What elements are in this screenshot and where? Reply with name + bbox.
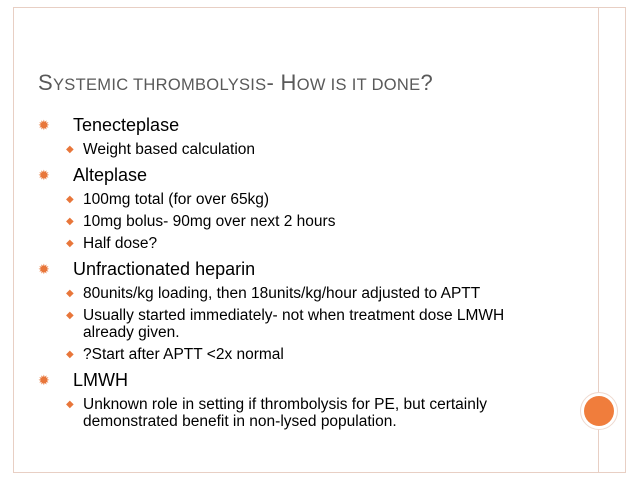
diamond-bullet-icon: ◆ — [66, 399, 74, 410]
bullet-unfractionated-heparin — [38, 258, 558, 280]
slide-content — [38, 114, 558, 430]
bullet-text: Tenecteplase — [73, 115, 180, 135]
diamond-bullet-icon: ◆ — [66, 349, 74, 360]
title-question-mark: ? — [420, 70, 433, 95]
sub-bullet-text: ?Start after APTT <2x normal — [83, 346, 284, 363]
sub-bullet — [38, 396, 558, 430]
sub-bullet — [38, 235, 558, 252]
sub-bullet-text: 80units/kg loading, then 18units/kg/hour adjusted to APTT — [83, 285, 481, 302]
flourish-bullet-icon: ✹ — [38, 372, 50, 388]
diamond-bullet-icon: ◆ — [66, 310, 74, 321]
bullet-text: LMWH — [73, 370, 128, 390]
sub-bullet — [38, 346, 558, 363]
flourish-bullet-icon: ✹ — [38, 117, 50, 133]
title-systemic-thrombolysis: YSTEMIC THROMBOLYSIS — [52, 76, 267, 94]
diamond-bullet-icon: ◆ — [66, 238, 74, 249]
bullet-tenecteplase — [38, 114, 558, 136]
sub-bullet-text: Half dose? — [83, 235, 158, 252]
sub-bullet-text: Usually started immediately- not when treatment dose LMWH already given. — [83, 307, 505, 341]
bullet-alteplase — [38, 164, 558, 186]
bullet-lmwh — [38, 369, 558, 391]
sub-bullet — [38, 141, 558, 158]
title-initial-s: S — [38, 70, 53, 95]
flourish-bullet-icon: ✹ — [38, 167, 50, 183]
sub-bullet — [38, 307, 558, 341]
sub-bullet-text: Unknown role in setting if thrombolysis for PE, but certainly demonstrated benefit in non-lysed population. — [83, 396, 488, 430]
bullet-text: Unfractionated heparin — [73, 259, 256, 279]
sub-bullet — [38, 285, 558, 302]
diamond-bullet-icon: ◆ — [66, 288, 74, 299]
sub-bullet-text: 100mg total (for over 65kg) — [83, 191, 270, 208]
title-initial-h: H — [280, 70, 297, 95]
bullet-text: Alteplase — [73, 165, 148, 185]
title-dash: - — [266, 70, 281, 95]
decorative-orange-circle — [584, 396, 614, 426]
diamond-bullet-icon: ◆ — [66, 194, 74, 205]
sub-bullet-text: 10mg bolus- 90mg over next 2 hours — [83, 213, 336, 230]
diamond-bullet-icon: ◆ — [66, 216, 74, 227]
sub-bullet-text: Weight based calculation — [83, 141, 256, 158]
sub-bullet — [38, 213, 558, 230]
slide-title — [38, 70, 578, 96]
title-how-is-it-done: OW IS IT DONE — [296, 76, 421, 94]
sub-bullet — [38, 191, 558, 208]
diamond-bullet-icon: ◆ — [66, 144, 74, 155]
flourish-bullet-icon: ✹ — [38, 261, 50, 277]
